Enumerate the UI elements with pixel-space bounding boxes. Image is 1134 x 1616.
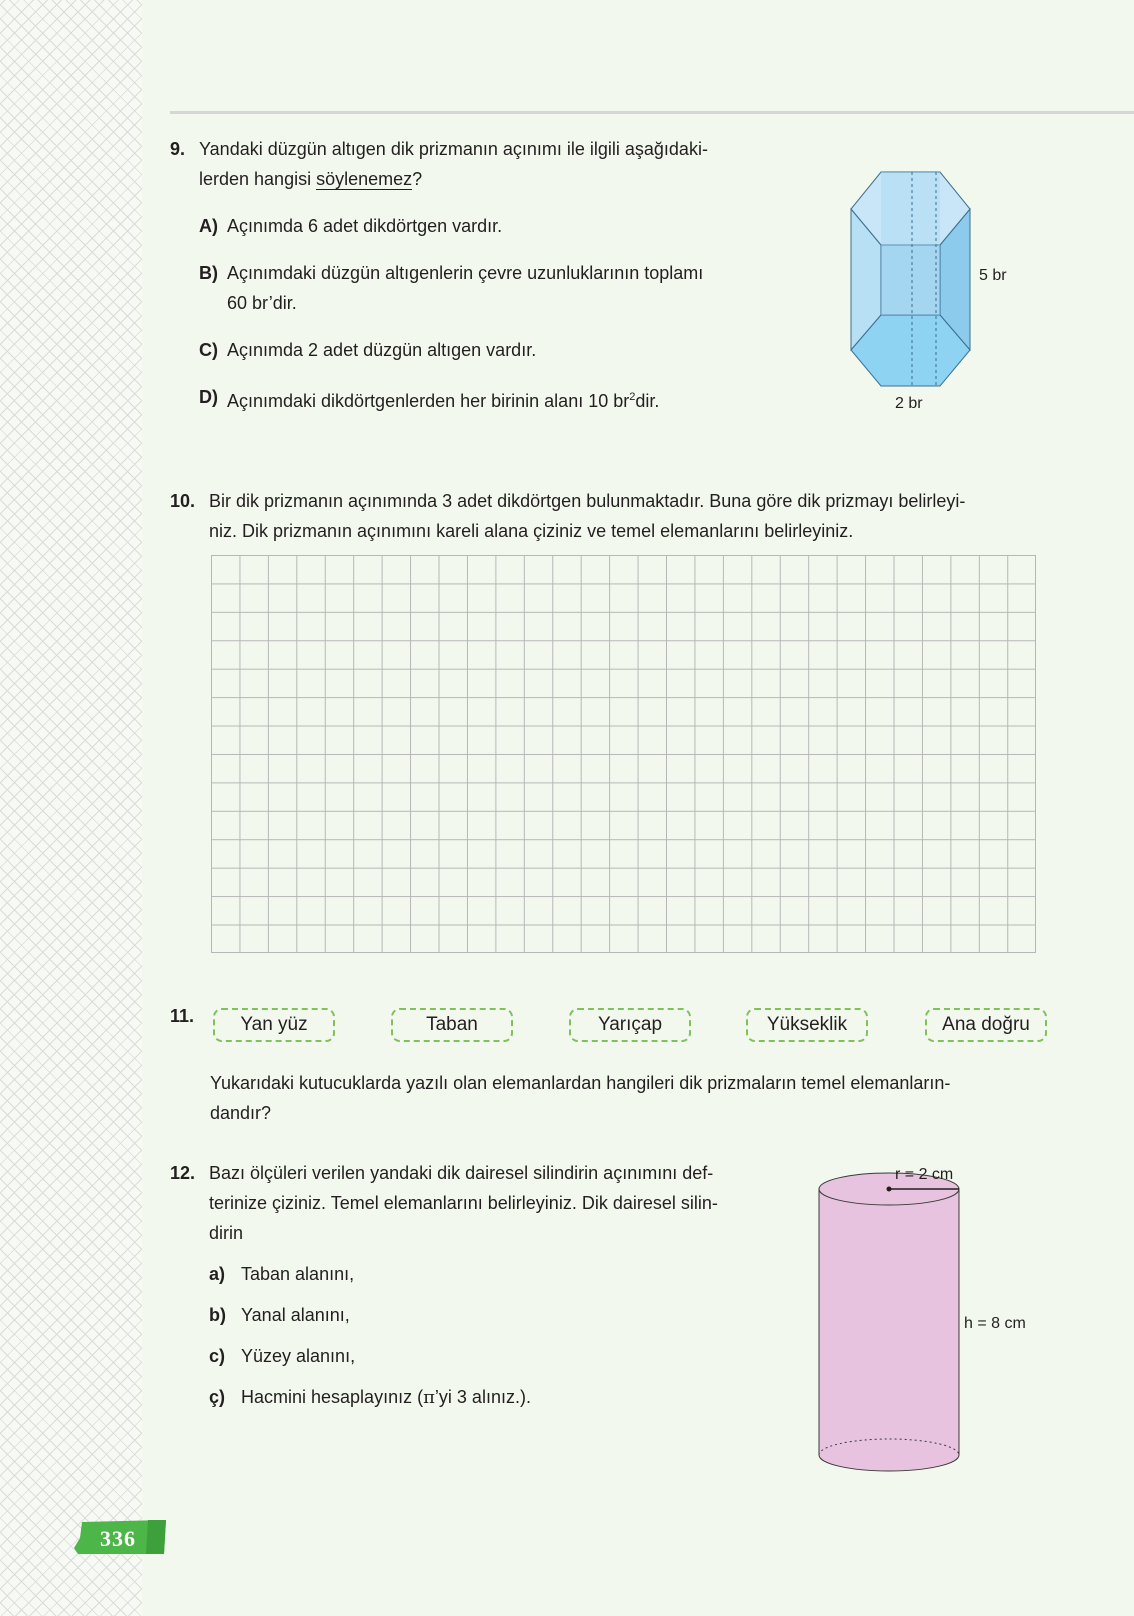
height-label: h = 8 cm — [964, 1315, 1026, 1332]
cylinder-figure — [815, 1160, 965, 1480]
q12-item-c-text: Yüzey alanını, — [241, 1346, 356, 1366]
q12-item-c2-post: ’yi 3 alınız.). — [434, 1387, 531, 1407]
q9-option-d-letter: D) — [199, 387, 218, 407]
top-rule — [170, 111, 1134, 114]
q9-option-a-letter: A) — [199, 216, 218, 236]
q12-number: 12. — [170, 1163, 196, 1183]
prism-height-label: 5 br — [979, 267, 1007, 284]
box-taban: Taban — [391, 1008, 513, 1042]
q9-underlined-word: söylenemez — [316, 169, 413, 189]
cylinder-body — [819, 1189, 959, 1471]
box-yukseklik: Yükseklik — [746, 1008, 868, 1042]
q12-line1: Bazı ölçüleri verilen yandaki dik dairesel silindirin açınımını def- — [209, 1163, 714, 1183]
q12-line3: dirin — [209, 1223, 244, 1243]
q12-item-c2-text — [241, 1383, 531, 1412]
side-pattern — [0, 0, 142, 1616]
q12-line2: terinize çiziniz. Temel elemanlarını belirleyiniz. Dik dairesel silin- — [209, 1193, 718, 1213]
q12-item-c-letter: c) — [209, 1346, 226, 1366]
q11-line2: dandır? — [210, 1103, 272, 1123]
hexagonal-prism-figure — [840, 165, 990, 420]
q12-item-a-text: Taban alanını, — [241, 1264, 355, 1284]
q9-option-d-text — [227, 383, 659, 416]
q10-number: 10. — [170, 491, 196, 511]
q9-option-a-text: Açınımda 6 adet dikdörtgen vardır. — [227, 216, 503, 236]
q10-line1: Bir dik prizmanın açınımında 3 adet dikdörtgen bulunmaktadır. Buna göre dik prizmayı belirleyi- — [209, 491, 966, 511]
q12-item-c2-letter: ç) — [209, 1387, 226, 1407]
prism-back-face — [881, 172, 940, 315]
q9-option-b-text2: 60 br’dir. — [227, 293, 297, 313]
q9-option-c-letter: C) — [199, 340, 218, 360]
q12-item-b-letter: b) — [209, 1305, 226, 1325]
q9-option-b-letter: B) — [199, 263, 218, 283]
q12-item-a-letter: a) — [209, 1264, 226, 1284]
pi-symbol: π — [423, 1387, 435, 1408]
q11-line1: Yukarıdaki kutucuklarda yazılı olan elemanlardan hangileri dik prizmaların temel elemanların- — [210, 1073, 951, 1093]
q9-line2 — [199, 165, 422, 194]
q9-option-b-text: Açınımdaki düzgün altıgenlerin çevre uzunluklarının toplamı — [227, 263, 704, 283]
q9-line2-pre: lerden hangisi — [199, 169, 317, 189]
q12-item-b-text: Yanal alanını, — [241, 1305, 350, 1325]
drawing-grid[interactable] — [211, 555, 1036, 953]
box-yaricap: Yarıçap — [569, 1008, 691, 1042]
q9-line1: Yandaki düzgün altıgen dik prizmanın açınımı ile ilgili aşağıdaki- — [199, 139, 708, 159]
q9-option-d-post: dir. — [635, 391, 660, 411]
q9-option-d-sup: 2 — [629, 391, 636, 403]
box-ana-dogru: Ana doğru — [925, 1008, 1047, 1042]
prism-base-label: 2 br — [895, 395, 923, 412]
q9-option-d-pre: Açınımdaki dikdörtgenlerden her birinin alanı 10 br — [227, 391, 630, 411]
page-number: 336 — [100, 1526, 136, 1551]
q9-option-c-text: Açınımda 2 adet düzgün altıgen vardır. — [227, 340, 537, 360]
q10-line2: niz. Dik prizmanın açınımını kareli alana çiziniz ve temel elemanlarını belirleyiniz. — [209, 521, 854, 541]
q9-line2-post: ? — [412, 169, 423, 189]
radius-label: r = 2 cm — [895, 1166, 954, 1183]
box-yan-yuz: Yan yüz — [213, 1008, 335, 1042]
q12-item-c2-pre: Hacmini hesaplayınız ( — [241, 1387, 424, 1407]
q11-number: 11. — [170, 1006, 195, 1026]
q9-number: 9. — [170, 139, 186, 159]
center-point — [887, 1187, 892, 1192]
